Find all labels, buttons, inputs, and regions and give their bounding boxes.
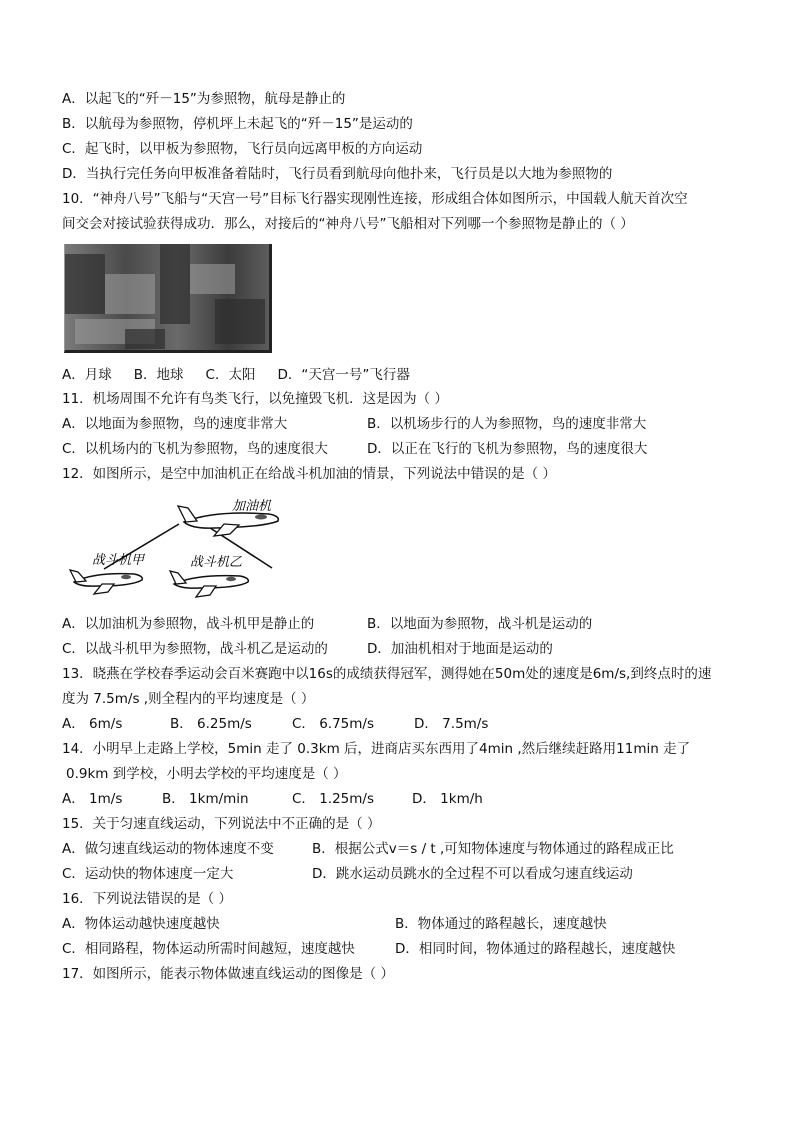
q14-option-d: D． 1km/h bbox=[412, 791, 483, 807]
q9-option-d: D．当执行完任务向甲板准备着陆时，飞行员看到航母向他扑来，飞行员是以大地为参照物的 bbox=[62, 166, 613, 182]
q9-option-a: A．以起飞的“歼－15”为参照物，航母是静止的 bbox=[62, 91, 346, 107]
q16-option-b: B．物体通过的路程越长，速度越快 bbox=[395, 916, 607, 932]
fig-label-fighter-b: 战斗机乙 bbox=[190, 555, 243, 570]
fig-label-fighter-a: 战斗机甲 bbox=[92, 553, 145, 568]
q13-option-d: D． 7.5m/s bbox=[414, 716, 489, 732]
q10-option-c: C．太阳 bbox=[205, 367, 256, 383]
q15-option-a: A．做匀速直线运动的物体速度不变 bbox=[62, 841, 274, 857]
fighter-b-icon bbox=[170, 571, 248, 597]
q13-stem-line1: 13．晓燕在学校春季运动会百米赛跑中以16s的成绩获得冠军，测得她在50m处的速度是6m/s,到终点时的速 bbox=[62, 666, 712, 682]
q10-stem-line2: 间交会对接试验获得成功．那么，对接后的“神舟八号”飞船相对下列哪一个参照物是静止的（ ） bbox=[62, 216, 634, 232]
q15-stem: 15．关于匀速直线运动，下列说法中不正确的是（ ） bbox=[62, 816, 381, 832]
q12-refueling-figure bbox=[64, 494, 294, 604]
q11-option-a: A．以地面为参照物，鸟的速度非常大 bbox=[62, 416, 288, 432]
q13-option-a: A． 6m/s bbox=[62, 716, 123, 732]
q9-option-b: B．以航母为参照物，停机坪上未起飞的“歼－15”是运动的 bbox=[62, 116, 413, 132]
q10-option-b: B．地球 bbox=[133, 367, 184, 383]
fighter-a-icon bbox=[70, 570, 142, 594]
q14-option-c: C． 1.25m/s bbox=[292, 791, 375, 807]
q12-option-d: D．加油机相对于地面是运动的 bbox=[367, 641, 553, 657]
q12-stem: 12．如图所示，是空中加油机正在给战斗机加油的情景，下列说法中错误的是（ ） bbox=[62, 466, 556, 482]
q11-option-b: B．以机场步行的人为参照物，鸟的速度非常大 bbox=[367, 416, 647, 432]
q16-option-a: A．物体运动越快速度越快 bbox=[62, 916, 220, 932]
q14-stem-line2: 0.9km 到学校，小明去学校的平均速度是（ ） bbox=[66, 766, 347, 782]
q11-option-d: D．以正在飞行的飞机为参照物，鸟的速度很大 bbox=[367, 441, 648, 457]
q10-option-d: D．“天宫一号”飞行器 bbox=[277, 367, 410, 383]
q17-stem: 17．如图所示，能表示物体做速直线运动的图像是（ ） bbox=[62, 966, 394, 982]
q16-option-c: C．相同路程，物体运动所需时间越短，速度越快 bbox=[62, 941, 355, 957]
q12-option-c: C．以战斗机甲为参照物，战斗机乙是运动的 bbox=[62, 641, 328, 657]
q12-option-a: A．以加油机为参照物，战斗机甲是静止的 bbox=[62, 616, 315, 632]
q15-option-b: B．根据公式v＝s / t ,可知物体速度与物体通过的路程成正比 bbox=[312, 841, 674, 857]
fig-label-tanker: 加油机 bbox=[232, 499, 272, 514]
q13-option-c: C． 6.75m/s bbox=[292, 716, 375, 732]
q14-option-b: B． 1km/min bbox=[162, 791, 249, 807]
q10-docking-photo bbox=[64, 244, 272, 353]
q14-stem-line1: 14．小明早上走路上学校，5min 走了 0.3km 后，进商店买东西用了4min ,然后继续赶路用11min 走了 bbox=[62, 741, 691, 757]
q16-option-d: D．相同时间，物体通过的路程越长，速度越快 bbox=[395, 941, 676, 957]
q14-options bbox=[62, 789, 505, 809]
q15-option-d: D．跳水运动员跳水的全过程不可以看成匀速直线运动 bbox=[312, 866, 633, 882]
q9-option-c: C．起飞时，以甲板为参照物，飞行员向远离甲板的方向运动 bbox=[62, 141, 423, 157]
q12-option-b: B．以地面为参照物，战斗机是运动的 bbox=[367, 616, 593, 632]
q15-option-c: C．运动快的物体速度一定大 bbox=[62, 866, 234, 882]
q10-stem-line1: 10．“神舟八号”飞船与“天宫一号”目标飞行器实现刚性连接，形成组合体如图所示，中国载人航天首次空 bbox=[62, 191, 688, 207]
q10-options bbox=[62, 365, 432, 385]
q13-stem-line2: 度为 7.5m/s ,则全程内的平均速度是（ ） bbox=[62, 691, 315, 707]
q13-option-b: B． 6.25m/s bbox=[170, 716, 252, 732]
q11-stem: 11．机场周围不允许有鸟类飞行，以免撞毁飞机．这是因为（ ） bbox=[62, 391, 448, 407]
q16-stem: 16．下列说法错误的是（ ） bbox=[62, 891, 232, 907]
q10-option-a: A．月球 bbox=[62, 367, 112, 383]
q13-options bbox=[62, 714, 510, 734]
q11-option-c: C．以机场内的飞机为参照物，鸟的速度很大 bbox=[62, 441, 328, 457]
q14-option-a: A． 1m/s bbox=[62, 791, 123, 807]
